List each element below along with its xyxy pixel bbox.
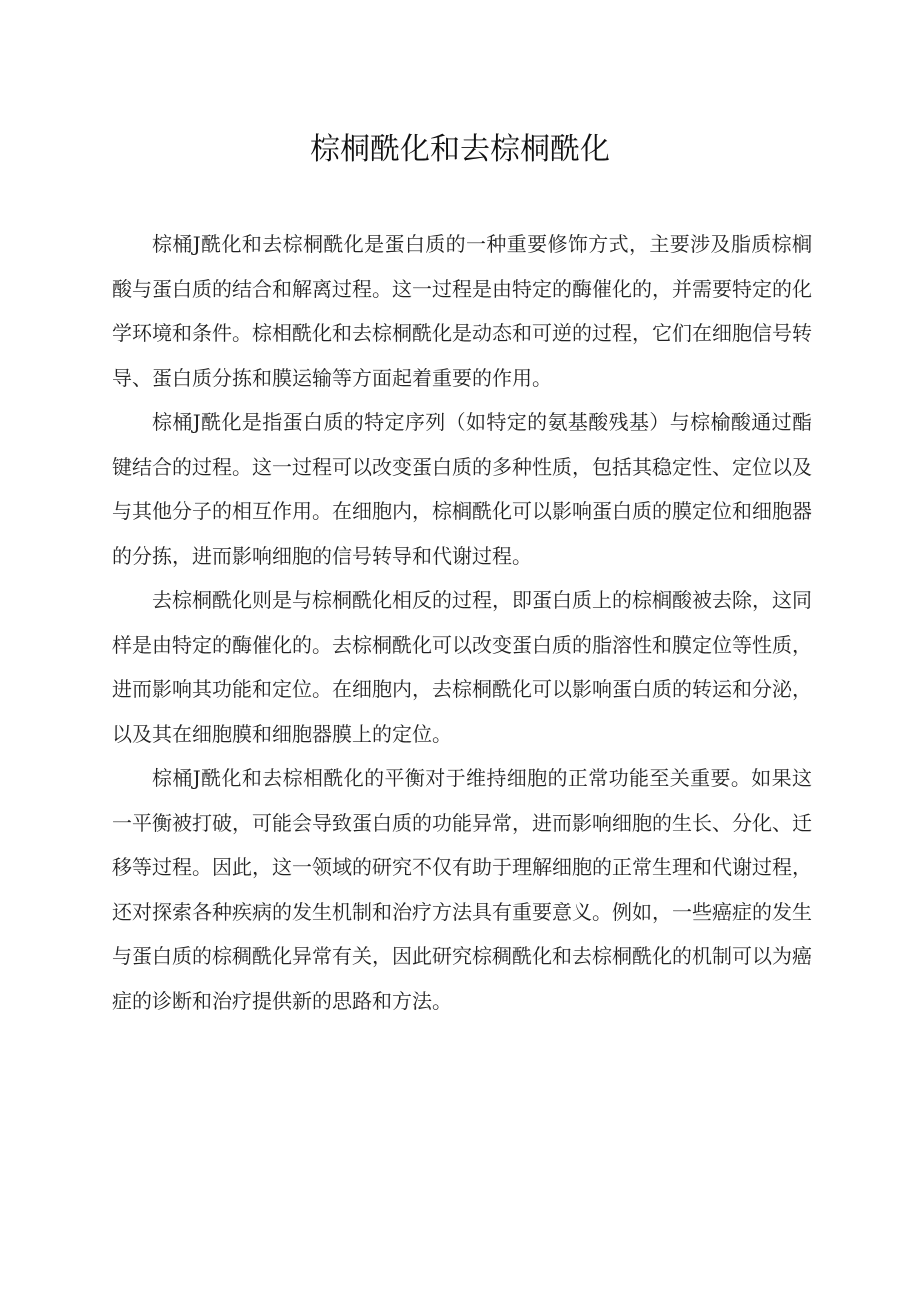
document-title: 棕桐酰化和去棕桐酰化 <box>310 132 610 167</box>
paragraph-3: 去棕桐酰化则是与棕桐酰化相反的过程，即蛋白质上的棕榈酸被去除，这同样是由特定的酶催化的。去棕桐酰化可以改变蛋白质的脂溶性和膜定位等性质，进而影响其功能和定位。在细胞内，去棕桐酰化可以影响蛋白质的转运和分泌，以及其在细胞膜和细胞器膜上的定位。 <box>112 588 812 746</box>
document-body <box>112 222 812 1023</box>
paragraph-4: 棕桶J酰化和去棕相酰化的平衡对于维持细胞的正常功能至关重要。如果这一平衡被打破，可能会导致蛋白质的功能异常，进而影响细胞的生长、分化、迁移等过程。因此，这一领域的研究不仅有助于理解细胞的正常生理和代谢过程，还对探索各种疾病的发生机制和治疗方法具有重要意义。例如，一些癌症的发生与蛋白质的棕稠酰化异常有关，因此研究棕稠酰化和去棕桐酰化的机制可以为癌症的诊断和治疗提供新的思路和方法。 <box>112 766 812 1013</box>
paragraph-1: 棕桶J酰化和去棕桐酰化是蛋白质的一种重要修饰方式，主要涉及脂质棕榈酸与蛋白质的结合和解离过程。这一过程是由特定的酶催化的，并需要特定的化学环境和条件。棕相酰化和去棕桐酰化是动态和可逆的过程，它们在细胞信号转导、蛋白质分拣和膜运输等方面起着重要的作用。 <box>112 232 812 390</box>
paragraph-2: 棕桶J酰化是指蛋白质的特定序列（如特定的氨基酸残基）与棕榆酸通过酯键结合的过程。这一过程可以改变蛋白质的多种性质，包括其稳定性、定位以及与其他分子的相互作用。在细胞内，棕榈酰化可以影响蛋白质的膜定位和细胞器的分拣，进而影响细胞的信号转导和代谢过程。 <box>112 410 812 568</box>
